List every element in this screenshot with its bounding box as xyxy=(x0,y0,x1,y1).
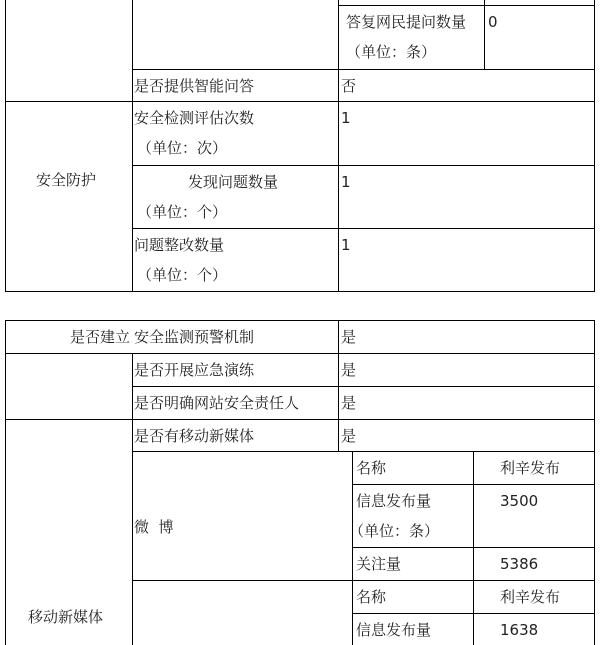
grid-line xyxy=(352,484,595,485)
weibo-posts-value: 3500 xyxy=(500,492,539,510)
reply-count-unit: （单位：条） xyxy=(346,43,437,61)
issues-fixed-label: 问题整改数量 xyxy=(134,236,225,254)
grid-line xyxy=(5,0,6,292)
drill-value: 是 xyxy=(341,361,357,379)
wechat-name-value: 利辛发布 xyxy=(500,588,561,606)
grid-line xyxy=(352,547,595,548)
weibo-follow-value: 5386 xyxy=(500,555,539,573)
grid-line xyxy=(5,291,595,292)
reply-count-value: 0 xyxy=(488,13,498,31)
grid-line xyxy=(5,101,595,102)
security-section-label: 安全防护 xyxy=(36,171,97,189)
weibo-name-label: 名称 xyxy=(356,459,387,477)
issues-fixed-value: 1 xyxy=(341,236,351,254)
media-section-label: 移动新媒体 xyxy=(28,608,104,626)
grid-line xyxy=(594,0,595,292)
grid-line xyxy=(132,386,595,387)
grid-line xyxy=(132,165,595,166)
grid-line xyxy=(5,419,595,420)
issues-found-unit: （单位：个） xyxy=(137,203,228,221)
wechat-posts-label: 信息发布量 xyxy=(356,621,432,639)
issues-fixed-unit: （单位：个） xyxy=(137,266,228,284)
weibo-posts-label: 信息发布量 xyxy=(356,492,432,510)
security-eval-label: 安全检测评估次数 xyxy=(134,109,255,127)
drill-label: 是否开展应急演练 xyxy=(134,361,255,379)
grid-line xyxy=(338,0,339,292)
issues-found-value: 1 xyxy=(341,173,351,191)
grid-line xyxy=(352,613,595,614)
grid-line xyxy=(473,452,474,645)
wechat-name-label: 名称 xyxy=(356,588,387,606)
weibo-label: 微 博 xyxy=(134,518,174,536)
reply-count-label: 答复网民提问数量 xyxy=(346,13,467,31)
grid-line xyxy=(352,452,353,645)
grid-line xyxy=(132,451,595,452)
monitor-value: 是 xyxy=(341,328,357,346)
grid-line xyxy=(484,0,485,70)
security-eval-value: 1 xyxy=(341,109,351,127)
grid-line xyxy=(5,353,595,354)
grid-line xyxy=(132,354,133,645)
weibo-name-value: 利辛发布 xyxy=(500,459,561,477)
grid-line xyxy=(132,69,595,70)
monitor-label: 安全监测预警机制 xyxy=(134,328,255,346)
smart-qa-label: 是否提供智能问答 xyxy=(134,77,255,95)
owner-label: 是否明确网站安全责任人 xyxy=(134,394,300,412)
grid-line xyxy=(338,5,484,6)
grid-line xyxy=(5,320,6,645)
security-eval-unit: （单位：次） xyxy=(137,139,228,157)
wechat-posts-value: 1638 xyxy=(500,621,539,639)
monitor-label-prefix: 是否建立 xyxy=(70,328,131,346)
grid-line xyxy=(132,0,133,292)
grid-line xyxy=(485,5,595,6)
has-media-value: 是 xyxy=(341,427,357,445)
issues-found-label: 发现问题数量 xyxy=(188,173,279,191)
weibo-follow-label: 关注量 xyxy=(356,555,402,573)
grid-line xyxy=(132,228,595,229)
grid-line xyxy=(5,320,595,321)
smart-qa-value: 否 xyxy=(341,77,357,95)
grid-line xyxy=(594,320,595,645)
weibo-posts-unit: （单位：条） xyxy=(349,522,440,540)
has-media-label: 是否有移动新媒体 xyxy=(134,427,255,445)
grid-line xyxy=(132,580,595,581)
owner-value: 是 xyxy=(341,394,357,412)
